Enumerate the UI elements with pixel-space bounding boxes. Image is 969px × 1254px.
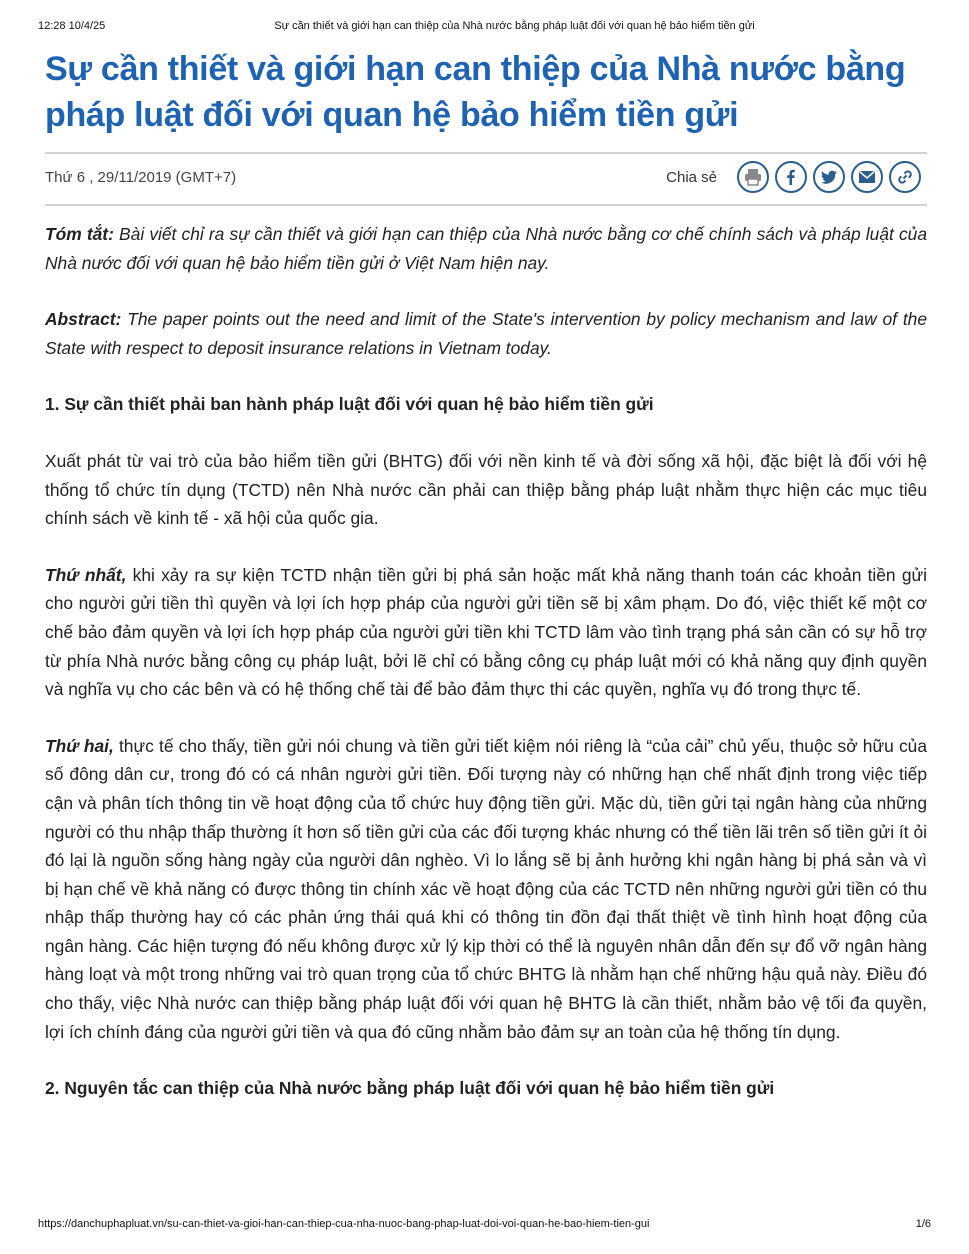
print-timestamp: 12:28 10/4/25 (38, 20, 106, 32)
summary-label: Tóm tắt: (45, 224, 114, 244)
share-bar (666, 161, 921, 193)
print-page-title: Sự cần thiết và giới hạn can thiệp của Nhà nước bằng pháp luật đối với quan hệ bảo hiểm tiền gửi (274, 20, 755, 32)
twitter-icon (819, 167, 839, 187)
article-date: Thứ 6 , 29/11/2019 (GMT+7) (45, 169, 237, 186)
section-heading-1: 1. Sự cần thiết phải ban hành pháp luật đối với quan hệ bảo hiểm tiền gửi (45, 394, 654, 415)
article-title: Sự cần thiết và giới hạn can thiệp của Nhà nước bằng pháp luật đối với quan hệ bảo hiểm tiền gửi (45, 50, 906, 134)
section-heading-2: 2. Nguyên tắc can thiệp của Nhà nước bằng pháp luật đối với quan hệ bảo hiểm tiền gửi (45, 1078, 775, 1099)
abstract-paragraph (45, 305, 927, 362)
print-button[interactable] (737, 161, 769, 193)
page-number: 1/6 (915, 1218, 931, 1230)
print-footer (38, 1218, 931, 1234)
twitter-share-button[interactable] (813, 161, 845, 193)
paragraph-lead: Thứ hai, (45, 735, 114, 756)
link-icon (895, 167, 915, 187)
page-url: https://danchuphapluat.vn/su-can-thiet-va-gioi-han-can-thiep-cua-nha-nuoc-bang-phap-luat-doi-voi-quan-he-bao-hiem-tien-gui (38, 1218, 650, 1230)
body-paragraph-1: Xuất phát từ vai trò của bảo hiểm tiền gửi (BHTG) đối với nền kinh tế và đời sống xã hội, đặc biệt là đối với hệ thống tổ chức tín dụng (TCTD) nên Nhà nước cần phải can thiệp bằng pháp luật nhằm thực hiện các mục tiêu chính sách về kinh tế - xã hội của quốc gia. (45, 450, 927, 529)
facebook-icon (781, 167, 801, 187)
body-paragraph-3 (45, 732, 927, 1047)
paragraph-text: thực tế cho thấy, tiền gửi nói chung và tiền gửi tiết kiệm nói riêng là “của cải” chủ yếu, thuộc sở hữu của số đông dân cư, trong đó có cá nhân người gửi tiền. Đối tượng này có những hạn chế nhất định trong việc tiếp cận và phân tích thông tin về hoạt động của tổ chức huy động tiền gửi. Mặc dù, tiền gửi tại ngân hàng của những người có thu nhập thấp thường ít hơn số tiền gửi của các đối tượng khác nhưng có thể tiền lãi trên số tiền gửi ít ỏi đó lại là nguồn sống hàng ngày của người dân nghèo. Vì lo lắng sẽ bị ảnh hưởng khi ngân hàng bị phá sản và vì bị hạn chế về khả năng có được thông tin chính xác về hoạt động của các TCTD nên những người gửi tiền có thu nhập thấp thường hay có các phản ứng thái quá khi có thông tin đồn đại thất thiệt về tình hình hoạt động của ngân hàng. Các hiện tượng đó nếu không được xử lý kịp thời có thể là nguyên nhân dẫn đến sự đổ vỡ ngân hàng hàng loạt và một trong những vai trò quan trọng của tổ chức BHTG là nhằm hạn chế những hậu quả này. Điều đó cho thấy, việc Nhà nước can thiệp bằng pháp luật đối với quan hệ BHTG là cần thiết, nhằm bảo vệ tối đa quyền, lợi ích chính đáng của người gửi tiền và qua đó cũng nhằm bảo đảm sự an toàn của hệ thống tín dụng. (45, 735, 927, 1042)
copy-link-button[interactable] (889, 161, 921, 193)
print-icon (743, 167, 763, 187)
print-header (38, 20, 931, 36)
paragraph-lead: Thứ nhất, (45, 564, 127, 585)
summary-text: Bài viết chỉ ra sự cần thiết và giới hạn can thiệp của Nhà nước bằng cơ chế chính sách và pháp luật của Nhà nước đối với quan hệ bảo hiểm tiền gửi ở Việt Nam hiện nay. (45, 224, 927, 273)
article (45, 46, 927, 1131)
abstract-text: The paper points out the need and limit of the State's intervention by policy mechanism and law of the State with respect to deposit insurance relations in Vietnam today. (45, 309, 927, 358)
summary-paragraph (45, 220, 927, 277)
email-icon (857, 167, 877, 187)
body-paragraph-2 (45, 561, 927, 704)
facebook-share-button[interactable] (775, 161, 807, 193)
paragraph-text: khi xảy ra sự kiện TCTD nhận tiền gửi bị phá sản hoặc mất khả năng thanh toán các khoản tiền gửi cho người gửi tiền thì quyền và lợi ích hợp pháp của người gửi tiền sẽ bị xâm phạm. Do đó, việc thiết kế một cơ chế bảo đảm quyền và lợi ích hợp pháp của người gửi tiền khi TCTD lâm vào tình trạng phá sản cần có sự hỗ trợ từ phía Nhà nước bằng công cụ pháp luật, bởi lẽ chỉ có bằng công cụ pháp luật mới có khả năng quy định quyền và nghĩa vụ cho các bên và có hệ thống chế tài để bảo đảm thực thi các quyền, nghĩa vụ đó trong thực tế. (45, 564, 927, 700)
article-meta-bar (45, 152, 927, 206)
email-share-button[interactable] (851, 161, 883, 193)
article-body (45, 220, 927, 1103)
share-label: Chia sẻ (666, 168, 717, 186)
abstract-label: Abstract: (45, 309, 122, 330)
